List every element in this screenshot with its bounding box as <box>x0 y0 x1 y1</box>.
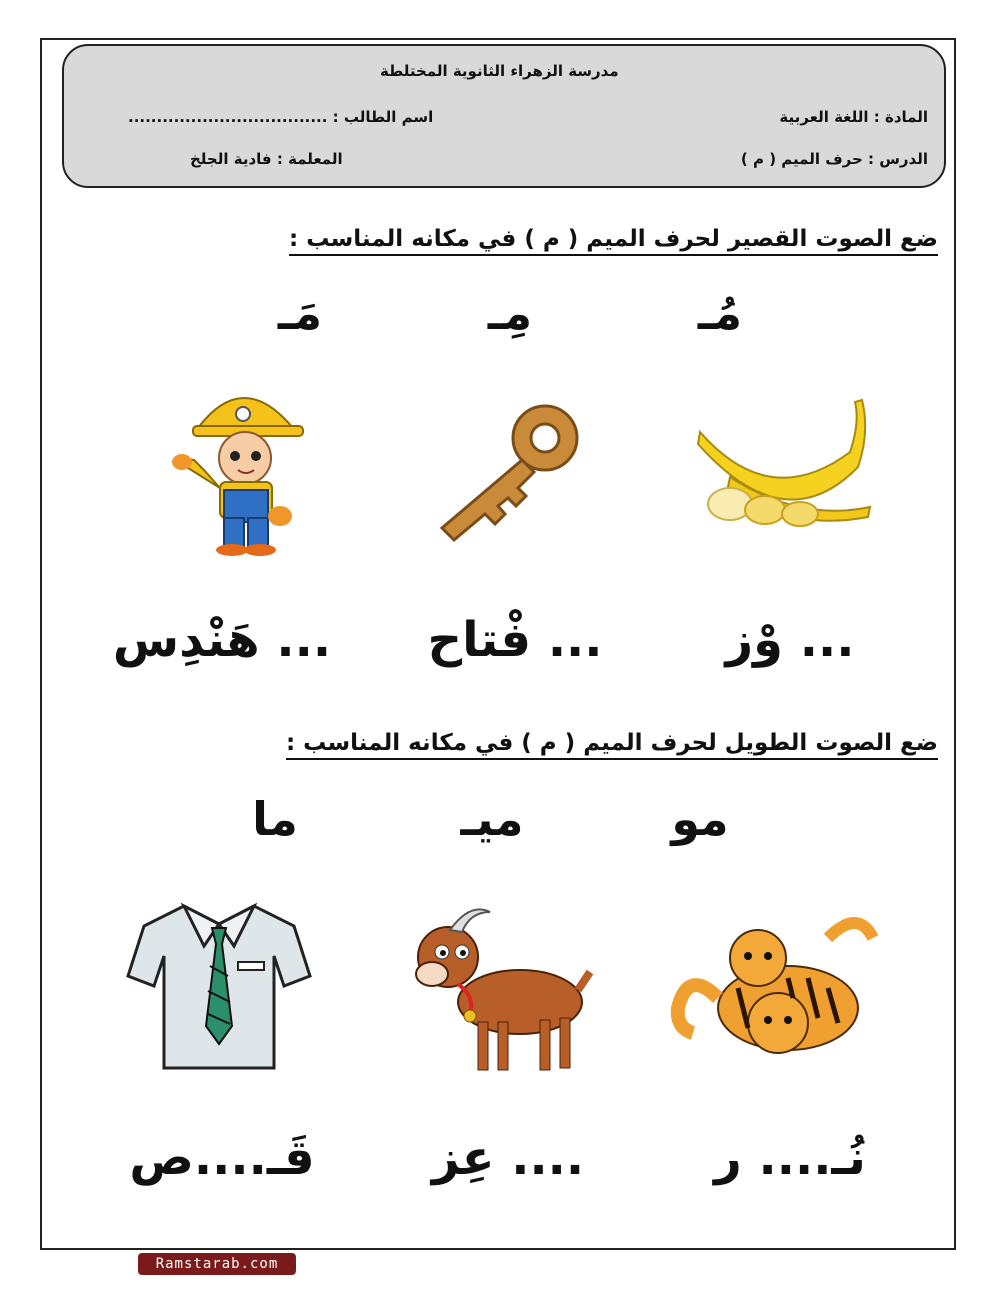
word-banana: ... وْز <box>725 612 855 668</box>
word-goat: .... عِز <box>431 1130 585 1186</box>
school-name: مدرسة الزهراء الثانوية المختلطة <box>380 62 619 80</box>
syllable-ma-short: مَـ <box>277 286 323 340</box>
syllable-mi-short: مِـ <box>487 286 533 340</box>
key-icon <box>430 398 590 548</box>
syllable-mu-short: مُـ <box>697 286 743 340</box>
lesson-label: الدرس : حرف الميم ( م ) <box>740 150 928 168</box>
section2-title: ضع الصوت الطويل لحرف الميم ( م ) في مكانه المناسب : <box>286 730 938 760</box>
syllable-mee-long: ميـ <box>460 792 524 846</box>
word-key: ... فْتاح <box>427 612 603 668</box>
banana-icon <box>690 392 890 532</box>
student-name-field[interactable]: اسم الطالب : ................................... <box>128 108 434 126</box>
tiger-cubs-icon <box>668 908 888 1068</box>
site-watermark: Ramstarab.com <box>138 1253 296 1275</box>
engineer-icon <box>168 378 318 558</box>
word-engineer: ... هَنْدِس <box>112 612 332 668</box>
word-shirt: قَـ....ص <box>129 1130 315 1186</box>
shirt-icon <box>124 896 314 1076</box>
syllable-moo-long: مو <box>671 792 729 846</box>
teacher-label: المعلمة : فادية الجلخ <box>190 150 343 168</box>
subject-label: المادة : اللغة العربية <box>779 108 928 126</box>
syllable-maa-long: ما <box>252 792 298 846</box>
goat-icon <box>400 902 600 1082</box>
word-tiger: نُـ.... ر <box>714 1130 866 1186</box>
section1-title: ضع الصوت القصير لحرف الميم ( م ) في مكانه المناسب : <box>289 226 938 256</box>
